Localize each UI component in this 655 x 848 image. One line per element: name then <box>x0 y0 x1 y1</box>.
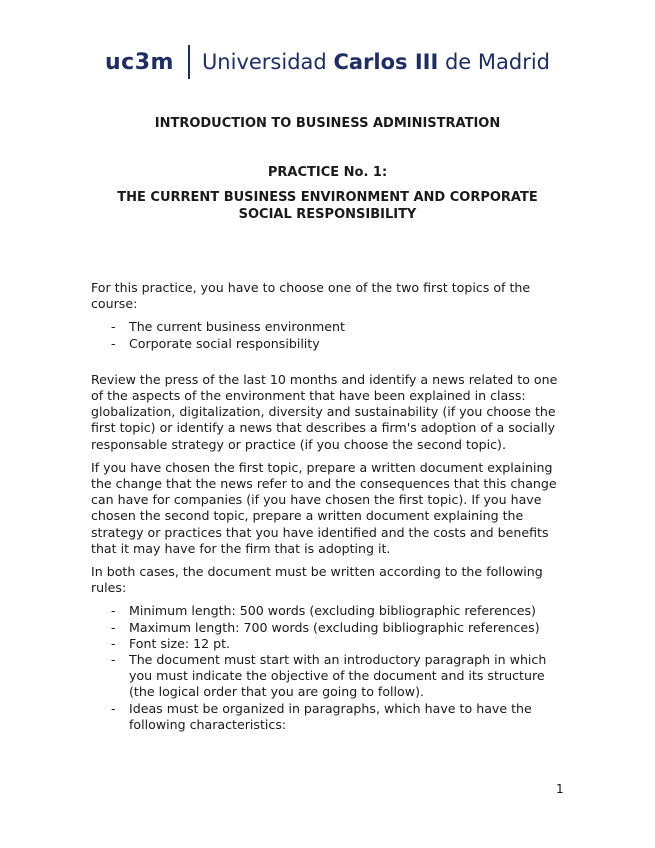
practice-title: PRACTICE No. 1: <box>267 165 388 180</box>
topics-list <box>91 319 566 351</box>
logo-univ: Universidad <box>201 50 327 74</box>
list-item <box>91 636 566 652</box>
bullet-dash: - <box>111 652 116 668</box>
logo-carlos: Carlos III <box>333 50 439 74</box>
list-item <box>91 336 566 352</box>
list-item-text: The current business environment <box>129 319 345 335</box>
written-document-paragraph: If you have chosen the first topic, prepare a written document explaining the change that the news refer to and the consequences that this change can have for companies (if you have chosen the first topic). If you have chosen the second topic, prepare a written document explaining the strategy or practices that you have identified and the costs and benefits that it may have for the firm that is adopting it. <box>91 459 557 556</box>
rules-intro-paragraph: In both cases, the document must be written according to the following rules: <box>91 564 543 596</box>
list-item-text: Font size: 12 pt. <box>129 635 231 651</box>
list-item-text: Minimum length: 500 words (excluding bibliographic references) <box>129 603 536 619</box>
bullet-dash: - <box>111 700 116 716</box>
list-item-text: The document must start with an introductory paragraph in which you must indicate the objective of the document and its structure (the logical order that you are going to follow). <box>129 652 547 700</box>
list-item <box>91 319 566 335</box>
intro-paragraph: For this practice, you have to choose one of the two first topics of the course: <box>91 280 531 312</box>
review-paragraph: Review the press of the last 10 months and identify a news related to one of the aspects of the environment that have been explained in class: globalization, digitalization, diversity and sustainability (if you choose the first topic) or identify a news that describes a firm's adoption of a socially responsable strategy or practice (if you choose the second topic). <box>91 371 558 452</box>
list-item-text: Maximum length: 700 words (excluding bibliographic references) <box>129 619 540 635</box>
practice-subtitle-line2: SOCIAL RESPONSIBILITY <box>238 207 417 222</box>
course-title: INTRODUCTION TO BUSINESS ADMINISTRATION <box>154 116 501 131</box>
page-number: 1 <box>556 782 564 796</box>
logo-separator <box>188 45 190 79</box>
logo-city: de Madrid <box>444 50 550 74</box>
practice-subtitle-line1: THE CURRENT BUSINESS ENVIRONMENT AND CORPORATE <box>117 190 538 205</box>
list-item <box>91 652 566 701</box>
logo-short: uc3m <box>105 49 174 75</box>
bullet-dash: - <box>111 635 116 651</box>
bullet-dash: - <box>111 603 116 619</box>
bullet-dash: - <box>111 619 116 635</box>
list-item-text: Ideas must be organized in paragraphs, which have to have the following characteristics: <box>129 700 532 732</box>
bullet-dash: - <box>111 319 116 335</box>
list-item <box>91 701 566 733</box>
rules-list <box>91 603 566 733</box>
bullet-dash: - <box>111 335 116 351</box>
university-logo <box>0 40 655 84</box>
list-item-text: Corporate social responsibility <box>129 335 320 351</box>
document-body <box>91 280 566 733</box>
list-item <box>91 603 566 619</box>
list-item <box>91 620 566 636</box>
logo-name <box>202 50 550 74</box>
